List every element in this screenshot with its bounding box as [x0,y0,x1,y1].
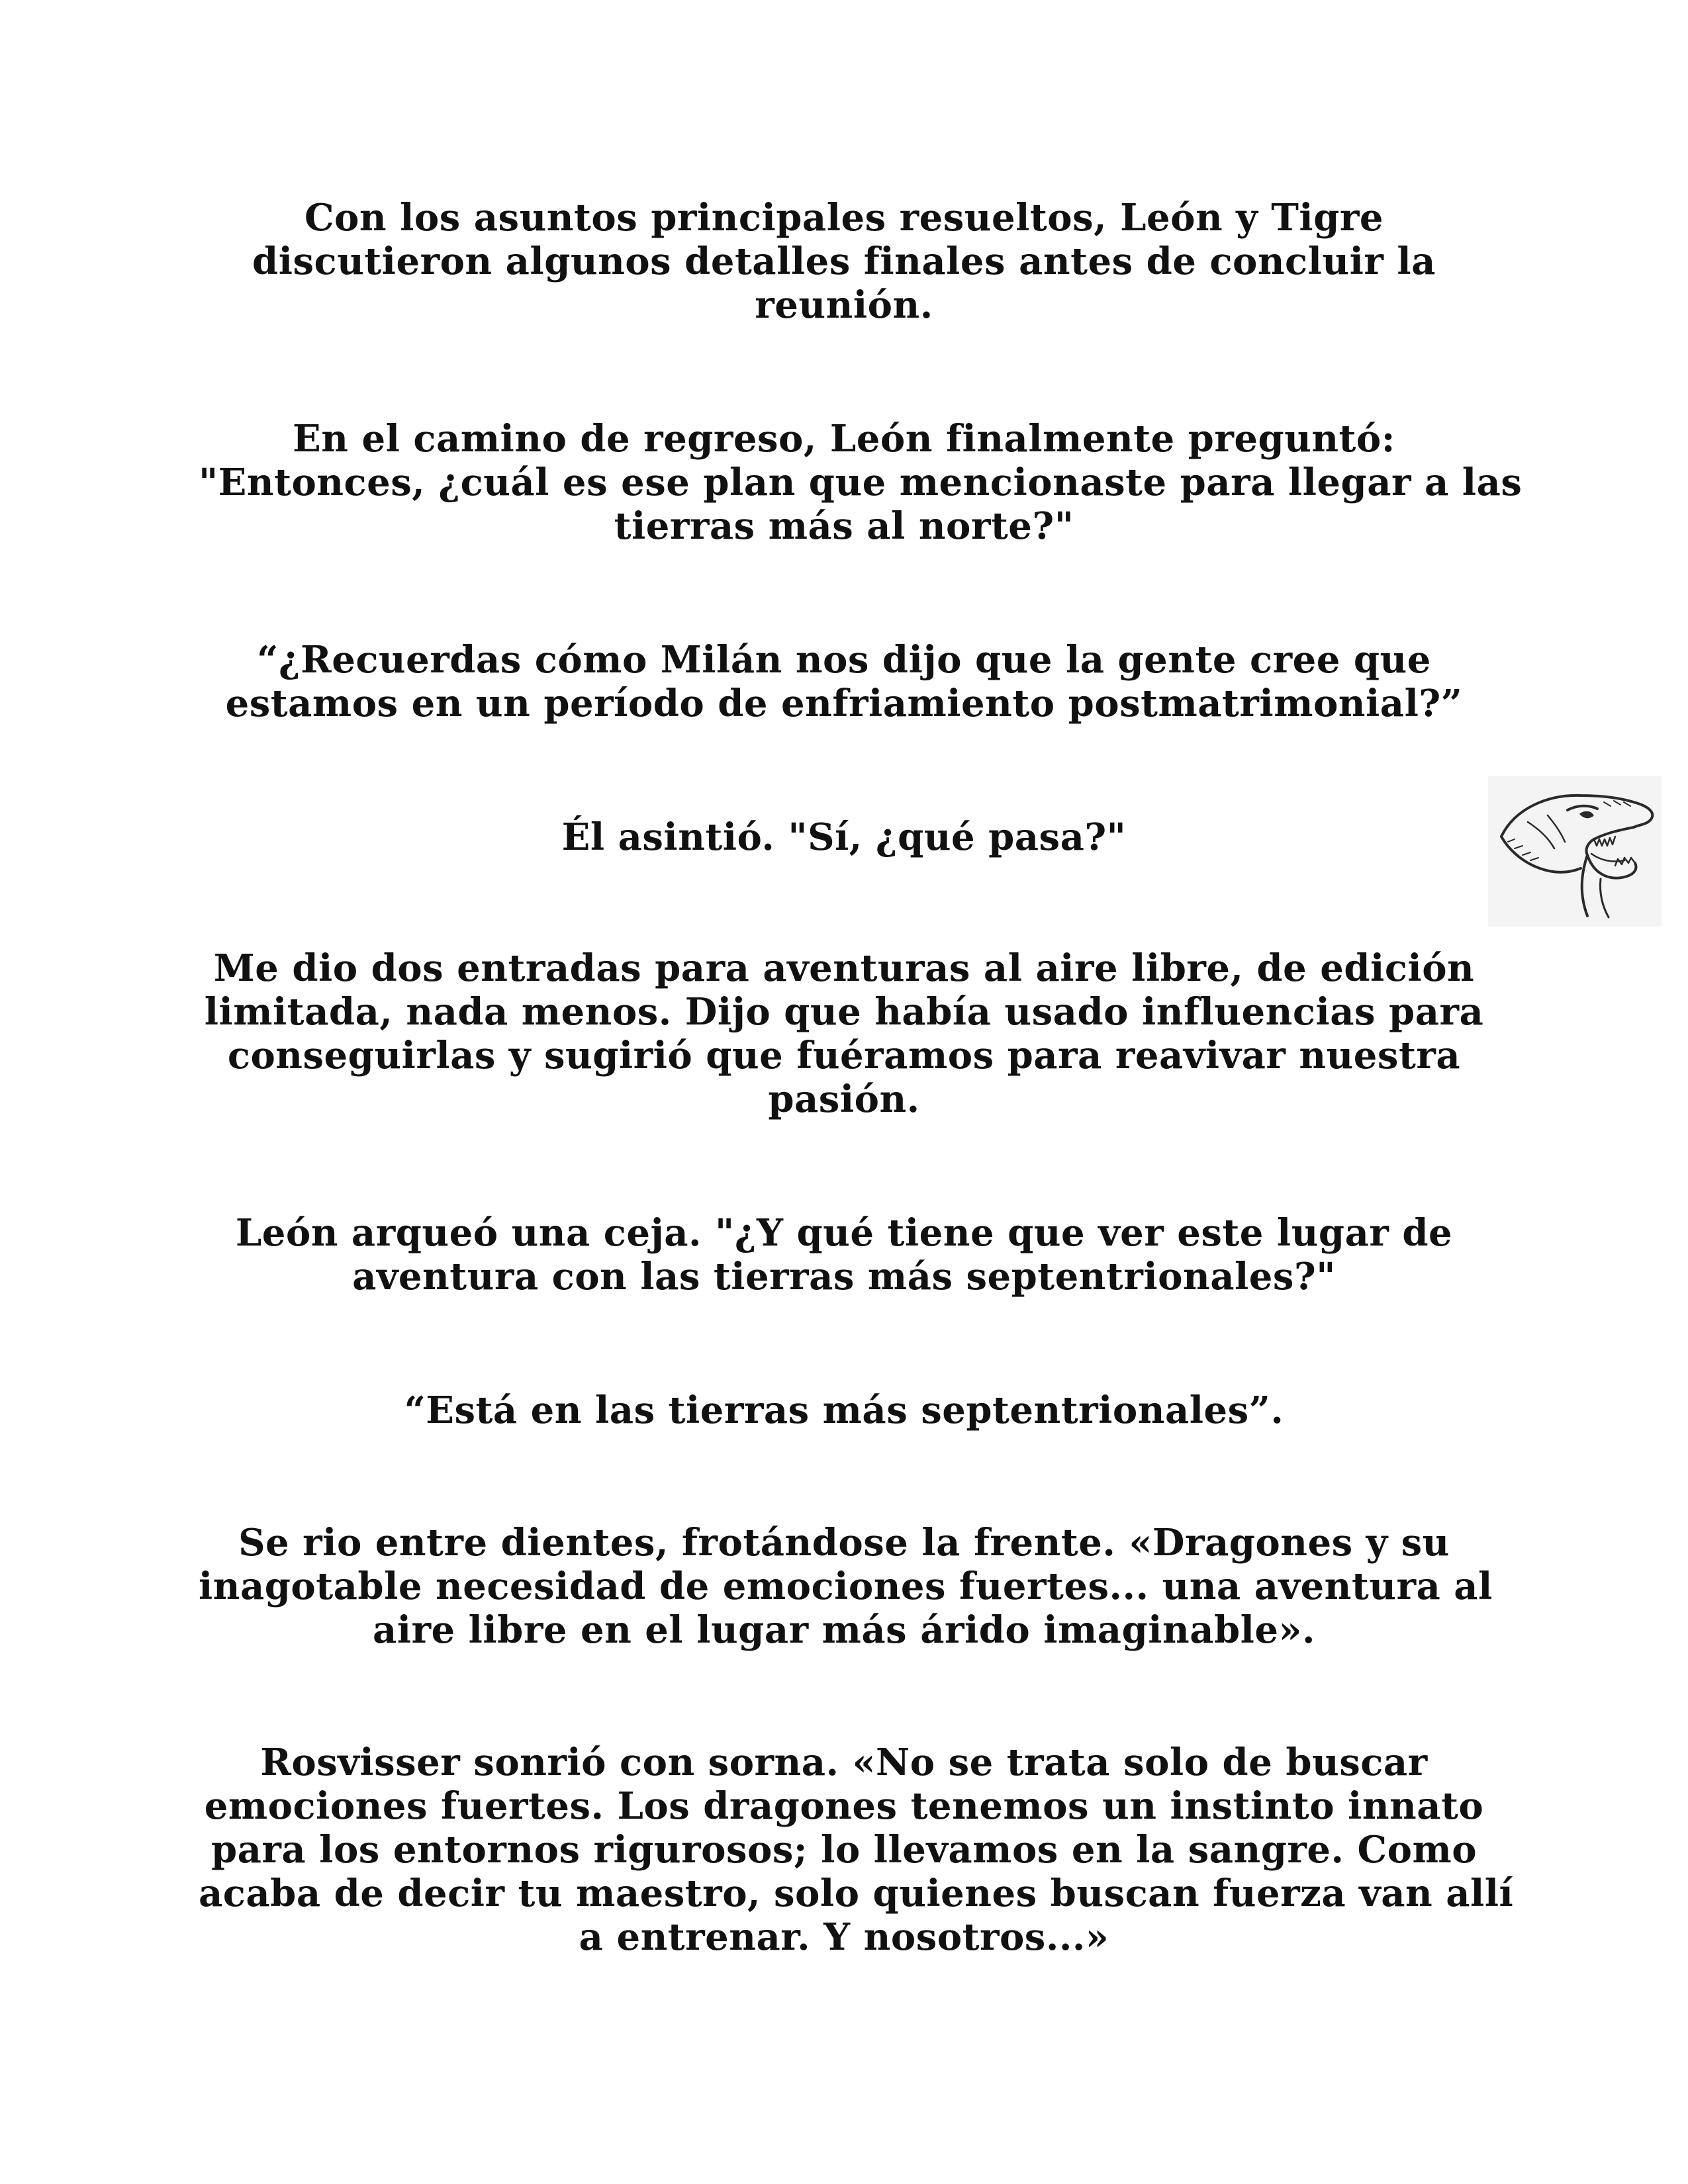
paragraph-line: aventura con las tierras más septentrionales?" [352,1255,1336,1298]
paragraph-line: para los entornos rigurosos; lo llevamos en la sangre. Como [211,1828,1477,1872]
paragraph-line: aire libre en el lugar más árido imaginable». [372,1608,1316,1652]
paragraph-1 [199,196,1489,327]
paragraph-line: León arqueó una ceja. "¿Y qué tiene que ver este lugar de [235,1211,1453,1255]
dinosaur-head-sketch-icon [1488,776,1662,927]
paragraph-line: limitada, nada menos. Dijo que había usado influencias para [204,990,1484,1034]
paragraph-line: conseguirlas y sugirió que fuéramos para reavivar nuestra [227,1034,1461,1077]
paragraph-line: Se rio entre dientes, frotándose la frente. «Dragones y su [238,1521,1450,1565]
paragraph-9 [199,1741,1514,1959]
paragraph-4 [199,815,1489,859]
paragraph-line: pasión. [768,1077,920,1121]
paragraph-line: inagotable necesidad de emociones fuertes... una aventura al [199,1565,1493,1608]
paragraph-line: En el camino de regreso, León finalmente preguntó: [293,417,1395,461]
paragraph-line: “Está en las tierras más septentrionales”. [404,1388,1284,1432]
paragraph-line: a entrenar. Y nosotros...» [579,1915,1109,1959]
paragraph-line: estamos en un período de enfriamiento postmatrimonial?” [225,682,1463,725]
paragraph-line: "Entonces, ¿cuál es ese plan que mencionaste para llegar a las [199,461,1523,504]
paragraph-line: reunión. [755,283,933,327]
paragraph-line: discutieron algunos detalles finales antes de concluir la [252,240,1436,283]
paragraph-7 [199,1388,1489,1432]
paragraph-3 [199,638,1489,725]
paragraph-2 [199,417,1523,548]
paragraph-line: Rosvisser sonrió con sorna. «No se trata solo de buscar [260,1741,1428,1784]
paragraph-line: acaba de decir tu maestro, solo quienes buscan fuerza van allí [199,1872,1514,1915]
paragraph-line: Con los asuntos principales resueltos, León y Tigre [304,196,1383,240]
paragraph-6 [199,1211,1489,1298]
paragraph-8 [199,1521,1493,1652]
paragraph-line: emociones fuertes. Los dragones tenemos un instinto innato [204,1784,1484,1828]
paragraph-line: Él asintió. "Sí, ¿qué pasa?" [561,815,1127,859]
paragraph-line: tierras más al norte?" [614,504,1074,548]
paragraph-5 [199,946,1489,1121]
paragraph-line: “¿Recuerdas cómo Milán nos dijo que la gente cree que [257,638,1431,682]
paragraph-line: Me dio dos entradas para aventuras al aire libre, de edición [213,946,1475,990]
